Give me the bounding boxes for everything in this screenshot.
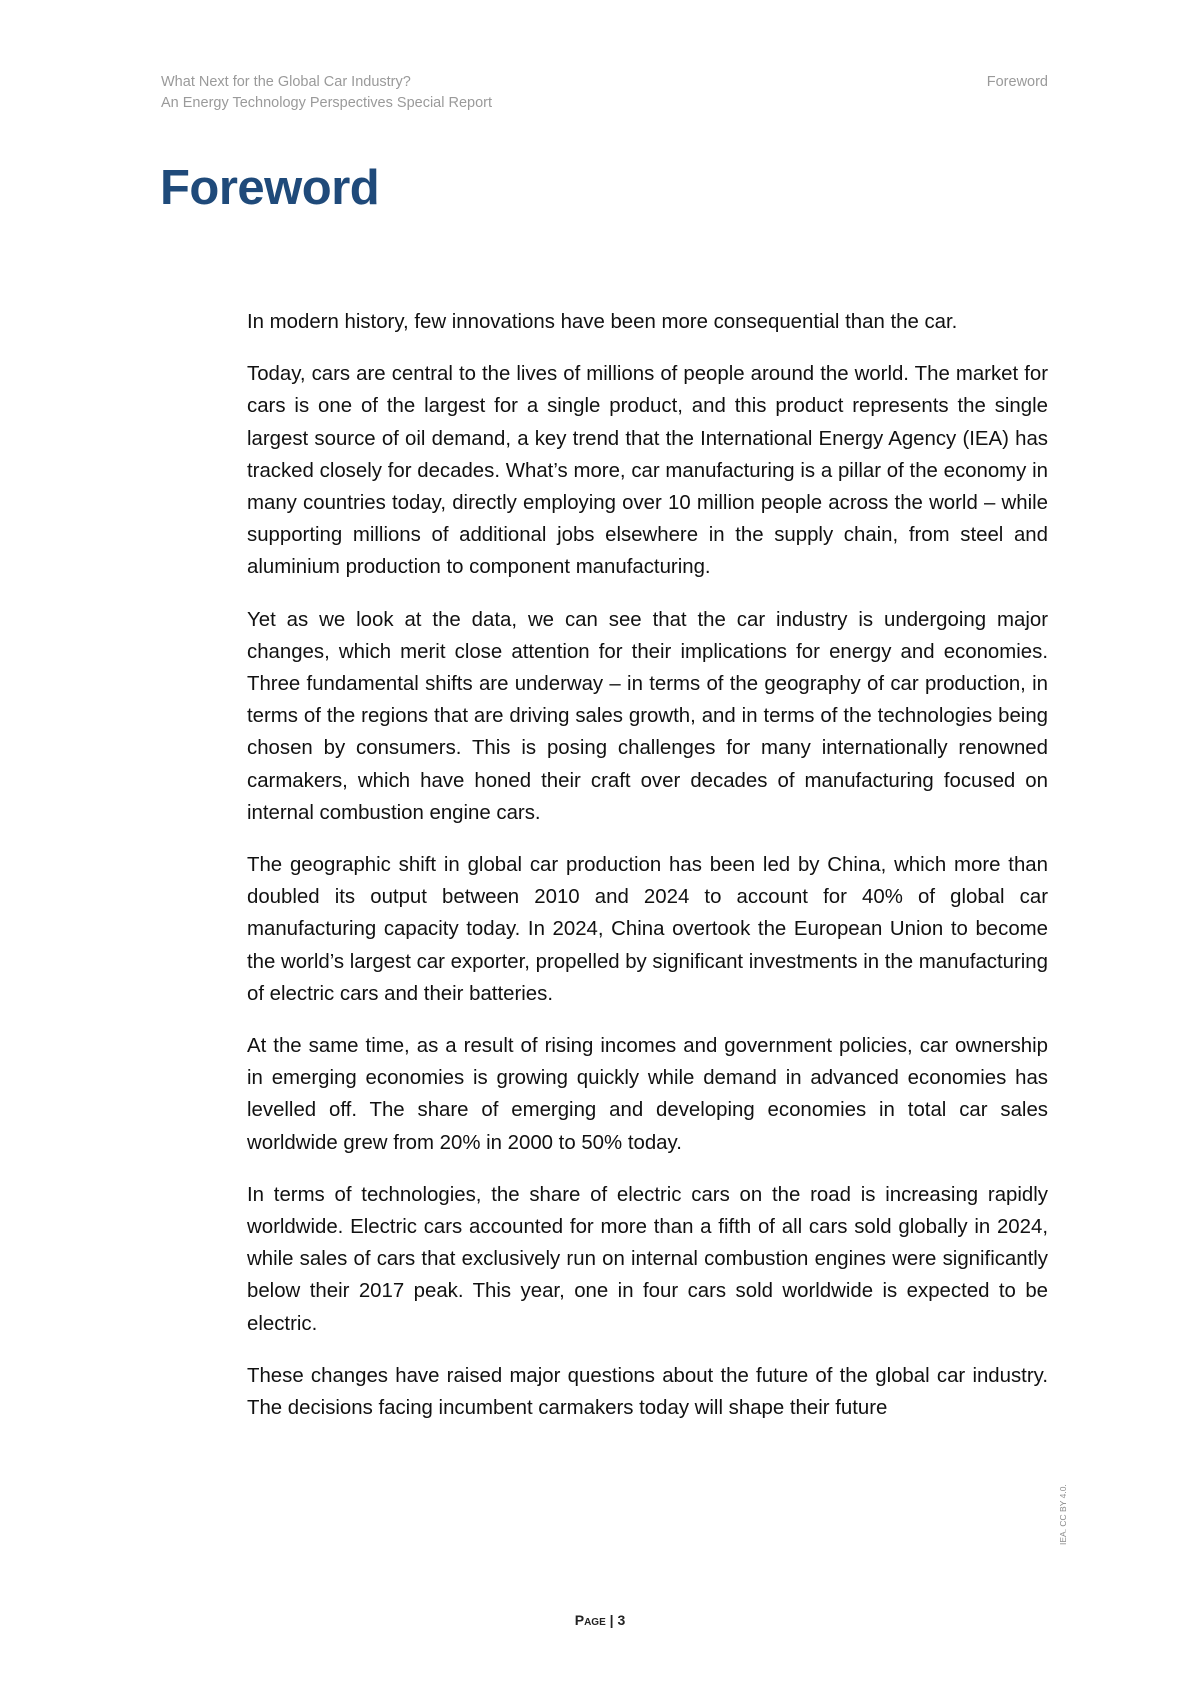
chapter-title: Foreword bbox=[160, 161, 380, 215]
report-title: What Next for the Global Car Industry? bbox=[161, 74, 411, 90]
paragraph: In modern history, few innovations have been more consequential than the car. bbox=[247, 311, 958, 333]
paragraph: Today, cars are central to the lives of millions of people around the world. The market for cars is one of the largest for a single product, and this product represents the single largest source of oil demand, a key trend that the International Energy Agency (IEA) has tracked closely for decades. What’s more, car manufacturing is a pillar of the economy in many countries today, directly employing over 10 million people across the world – while supporting millions of additional jobs elsewhere in the supply chain, from steel and aluminium production to component manufacturing. bbox=[247, 363, 1048, 579]
report-subtitle: An Energy Technology Perspectives Special Report bbox=[161, 95, 493, 111]
paragraph: These changes have raised major questions about the future of the global car industry. The decisions facing incumbent carmakers today will shape their future bbox=[247, 1364, 1048, 1420]
license-notice: IEA. CC BY 4.0. bbox=[1058, 1484, 1068, 1545]
running-header bbox=[161, 72, 1048, 114]
paragraph: The geographic shift in global car production has been led by China, which more than doubled its output between 2010 and 2024 to account for 40% of global car manufacturing capacity today. In 2024, China overtook the European Union to become the world’s largest car exporter, propelled by significant investments in the manufacturing of electric cars and their batteries. bbox=[247, 854, 1048, 1005]
page-label: Page bbox=[574, 1612, 606, 1628]
report-title-block bbox=[161, 72, 492, 114]
body-text bbox=[247, 306, 1048, 1444]
paragraph: In terms of technologies, the share of electric cars on the road is increasing rapidly worldwide. Electric cars accounted for more than a fifth of all cars sold globally in 2024, while sales of cars that exclusively run on internal combustion engines were significantly below their 2017 peak. This year, one in four cars sold worldwide is expected to be electric. bbox=[247, 1183, 1048, 1335]
paragraph: At the same time, as a result of rising incomes and government policies, car ownership in emerging economies is growing quickly while demand in advanced economies has levelled off. The share of emerging and developing economies in total car sales worldwide grew from 20% in 2000 to 50% today. bbox=[247, 1035, 1048, 1154]
page-number bbox=[0, 1612, 1200, 1628]
section-name: Foreword bbox=[986, 74, 1048, 90]
page-number-value: 3 bbox=[617, 1612, 626, 1628]
paragraph: Yet as we look at the data, we can see that the car industry is undergoing major changes, which merit close attention for their implications for energy and economies. Three fundamental shifts are underway – in terms of the geography of car production, in terms of the regions that are driving sales growth, and in terms of the technologies being chosen by consumers. This is posing challenges for many internationally renowned carmakers, which have honed their craft over decades of manufacturing focused on internal combustion engine cars. bbox=[247, 608, 1048, 824]
page-separator: | bbox=[609, 1612, 614, 1628]
